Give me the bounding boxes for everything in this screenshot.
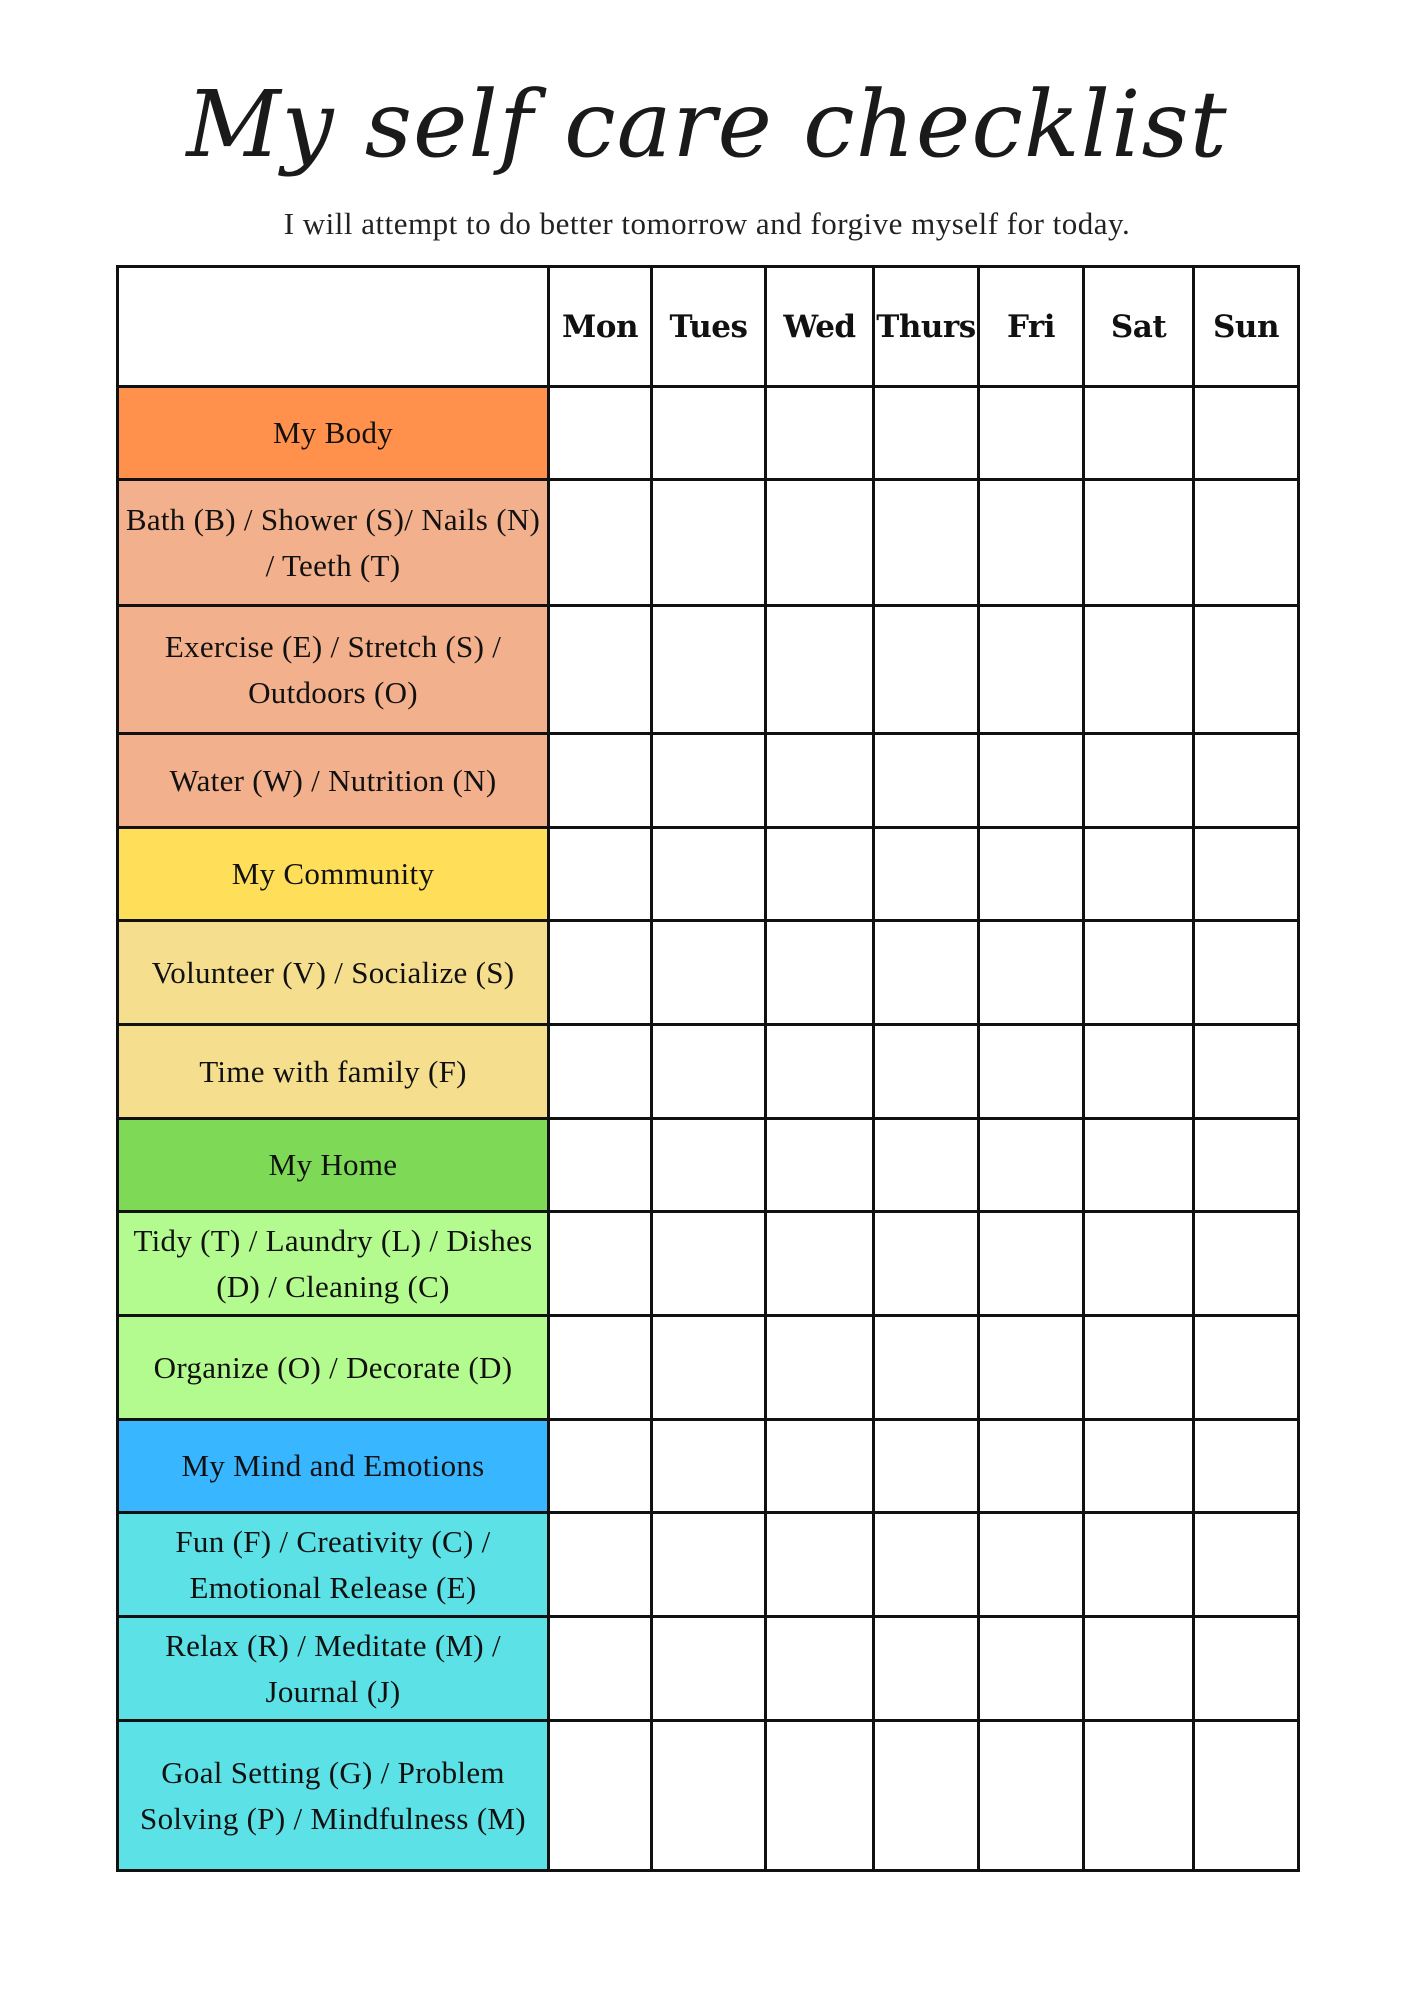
- check-cell-wed[interactable]: [766, 734, 874, 828]
- check-cell-thurs[interactable]: [874, 1513, 979, 1617]
- check-cell-tues[interactable]: [652, 828, 766, 921]
- check-cell-wed[interactable]: [766, 1420, 874, 1513]
- check-cell-wed[interactable]: [766, 606, 874, 734]
- check-cell-fri[interactable]: [979, 1617, 1084, 1721]
- check-cell-tues[interactable]: [652, 387, 766, 480]
- check-cell-sun[interactable]: [1194, 1721, 1299, 1871]
- checklist-table: [116, 265, 1300, 1872]
- check-cell-tues[interactable]: [652, 1420, 766, 1513]
- check-cell-tues[interactable]: [652, 1119, 766, 1212]
- check-cell-sun[interactable]: [1194, 1617, 1299, 1721]
- check-cell-sat[interactable]: [1084, 921, 1194, 1025]
- check-cell-wed[interactable]: [766, 480, 874, 606]
- day-header-sun: Sun: [1194, 267, 1299, 387]
- checklist-body: [118, 387, 1299, 1871]
- check-cell-sat[interactable]: [1084, 387, 1194, 480]
- check-cell-sun[interactable]: [1194, 387, 1299, 480]
- checklist-row: [118, 828, 1299, 921]
- check-cell-wed[interactable]: [766, 828, 874, 921]
- checklist-row: [118, 1119, 1299, 1212]
- check-cell-mon[interactable]: [549, 1420, 652, 1513]
- check-cell-thurs[interactable]: [874, 387, 979, 480]
- checklist-row: [118, 1721, 1299, 1871]
- check-cell-mon[interactable]: [549, 1316, 652, 1420]
- check-cell-tues[interactable]: [652, 734, 766, 828]
- check-cell-fri[interactable]: [979, 1513, 1084, 1617]
- check-cell-wed[interactable]: [766, 1513, 874, 1617]
- check-cell-sat[interactable]: [1084, 1420, 1194, 1513]
- check-cell-thurs[interactable]: [874, 828, 979, 921]
- check-cell-sun[interactable]: [1194, 1316, 1299, 1420]
- check-cell-sun[interactable]: [1194, 1513, 1299, 1617]
- check-cell-wed[interactable]: [766, 387, 874, 480]
- check-cell-sat[interactable]: [1084, 1316, 1194, 1420]
- check-cell-thurs[interactable]: [874, 1119, 979, 1212]
- check-cell-fri[interactable]: [979, 1721, 1084, 1871]
- check-cell-mon[interactable]: [549, 921, 652, 1025]
- check-cell-tues[interactable]: [652, 1316, 766, 1420]
- check-cell-mon[interactable]: [549, 1617, 652, 1721]
- check-cell-sun[interactable]: [1194, 1420, 1299, 1513]
- row-label: Fun (F) / Creativity (C) / Emotional Release (E): [118, 1513, 549, 1617]
- check-cell-sun[interactable]: [1194, 921, 1299, 1025]
- check-cell-mon[interactable]: [549, 1212, 652, 1316]
- check-cell-mon[interactable]: [549, 480, 652, 606]
- page-subtitle: I will attempt to do better tomorrow and forgive myself for today.: [283, 206, 1131, 241]
- check-cell-mon[interactable]: [549, 734, 652, 828]
- check-cell-fri[interactable]: [979, 1212, 1084, 1316]
- check-cell-fri[interactable]: [979, 1316, 1084, 1420]
- check-cell-sun[interactable]: [1194, 480, 1299, 606]
- header-row: [118, 267, 1299, 387]
- checklist-row: [118, 1617, 1299, 1721]
- row-label: Relax (R) / Meditate (M) / Journal (J): [118, 1617, 549, 1721]
- check-cell-thurs[interactable]: [874, 1617, 979, 1721]
- check-cell-wed[interactable]: [766, 1316, 874, 1420]
- check-cell-thurs[interactable]: [874, 1212, 979, 1316]
- check-cell-fri[interactable]: [979, 1119, 1084, 1212]
- check-cell-wed[interactable]: [766, 1119, 874, 1212]
- check-cell-mon[interactable]: [549, 1119, 652, 1212]
- check-cell-thurs[interactable]: [874, 921, 979, 1025]
- row-label: Tidy (T) / Laundry (L) / Dishes (D) / Cleaning (C): [118, 1212, 549, 1316]
- check-cell-tues[interactable]: [652, 1617, 766, 1721]
- check-cell-mon[interactable]: [549, 387, 652, 480]
- check-cell-tues[interactable]: [652, 921, 766, 1025]
- day-header-sat: Sat: [1084, 267, 1194, 387]
- checklist-row: [118, 1513, 1299, 1617]
- checklist-row: [118, 387, 1299, 480]
- row-label: My Body: [118, 387, 549, 480]
- check-cell-wed[interactable]: [766, 1025, 874, 1119]
- check-cell-sun[interactable]: [1194, 734, 1299, 828]
- check-cell-fri[interactable]: [979, 734, 1084, 828]
- check-cell-mon[interactable]: [549, 828, 652, 921]
- check-cell-wed[interactable]: [766, 1721, 874, 1871]
- check-cell-sun[interactable]: [1194, 828, 1299, 921]
- check-cell-sat[interactable]: [1084, 1617, 1194, 1721]
- day-header-fri: Fri: [979, 267, 1084, 387]
- check-cell-tues[interactable]: [652, 606, 766, 734]
- row-label: My Mind and Emotions: [118, 1420, 549, 1513]
- check-cell-wed[interactable]: [766, 1617, 874, 1721]
- checklist-row: [118, 480, 1299, 606]
- check-cell-fri[interactable]: [979, 921, 1084, 1025]
- check-cell-wed[interactable]: [766, 921, 874, 1025]
- check-cell-sat[interactable]: [1084, 480, 1194, 606]
- check-cell-sun[interactable]: [1194, 1212, 1299, 1316]
- check-cell-sat[interactable]: [1084, 1513, 1194, 1617]
- check-cell-fri[interactable]: [979, 387, 1084, 480]
- check-cell-tues[interactable]: [652, 1025, 766, 1119]
- page-title: My self care checklist: [186, 71, 1228, 178]
- checklist-row: [118, 734, 1299, 828]
- check-cell-sun[interactable]: [1194, 1025, 1299, 1119]
- check-cell-fri[interactable]: [979, 606, 1084, 734]
- row-label: Goal Setting (G) / Problem Solving (P) / Mindfulness (M): [118, 1721, 549, 1871]
- check-cell-tues[interactable]: [652, 480, 766, 606]
- checklist-row: [118, 606, 1299, 734]
- check-cell-thurs[interactable]: [874, 1025, 979, 1119]
- row-label: Volunteer (V) / Socialize (S): [118, 921, 549, 1025]
- check-cell-mon[interactable]: [549, 1025, 652, 1119]
- check-cell-thurs[interactable]: [874, 606, 979, 734]
- check-cell-thurs[interactable]: [874, 1721, 979, 1871]
- check-cell-tues[interactable]: [652, 1212, 766, 1316]
- row-label: Exercise (E) / Stretch (S) / Outdoors (O): [118, 606, 549, 734]
- checklist-row: [118, 1316, 1299, 1420]
- check-cell-sun[interactable]: [1194, 606, 1299, 734]
- check-cell-wed[interactable]: [766, 1212, 874, 1316]
- check-cell-fri[interactable]: [979, 480, 1084, 606]
- check-cell-tues[interactable]: [652, 1721, 766, 1871]
- check-cell-sat[interactable]: [1084, 1721, 1194, 1871]
- row-label: Water (W) / Nutrition (N): [118, 734, 549, 828]
- check-cell-sat[interactable]: [1084, 606, 1194, 734]
- checklist-row: [118, 1025, 1299, 1119]
- day-header-tues: Tues: [652, 267, 766, 387]
- row-label: My Home: [118, 1119, 549, 1212]
- check-cell-fri[interactable]: [979, 828, 1084, 921]
- check-cell-thurs[interactable]: [874, 1420, 979, 1513]
- check-cell-fri[interactable]: [979, 1420, 1084, 1513]
- corner-cell: [118, 267, 549, 387]
- check-cell-mon[interactable]: [549, 1513, 652, 1617]
- check-cell-sat[interactable]: [1084, 1212, 1194, 1316]
- day-header-wed: Wed: [766, 267, 874, 387]
- row-label: My Community: [118, 828, 549, 921]
- checklist-row: [118, 1420, 1299, 1513]
- check-cell-sat[interactable]: [1084, 734, 1194, 828]
- row-label: Organize (O) / Decorate (D): [118, 1316, 549, 1420]
- day-header-mon: Mon: [549, 267, 652, 387]
- check-cell-sat[interactable]: [1084, 1025, 1194, 1119]
- check-cell-mon[interactable]: [549, 1721, 652, 1871]
- check-cell-sat[interactable]: [1084, 1119, 1194, 1212]
- check-cell-tues[interactable]: [652, 1513, 766, 1617]
- day-header-thurs: Thurs: [874, 267, 979, 387]
- check-cell-mon[interactable]: [549, 606, 652, 734]
- check-cell-fri[interactable]: [979, 1025, 1084, 1119]
- check-cell-sat[interactable]: [1084, 828, 1194, 921]
- checklist-row: [118, 921, 1299, 1025]
- check-cell-thurs[interactable]: [874, 1316, 979, 1420]
- checklist-row: [118, 1212, 1299, 1316]
- check-cell-sun[interactable]: [1194, 1119, 1299, 1212]
- check-cell-thurs[interactable]: [874, 480, 979, 606]
- row-label: Time with family (F): [118, 1025, 549, 1119]
- row-label: Bath (B) / Shower (S)/ Nails (N) / Teeth (T): [118, 480, 549, 606]
- check-cell-thurs[interactable]: [874, 734, 979, 828]
